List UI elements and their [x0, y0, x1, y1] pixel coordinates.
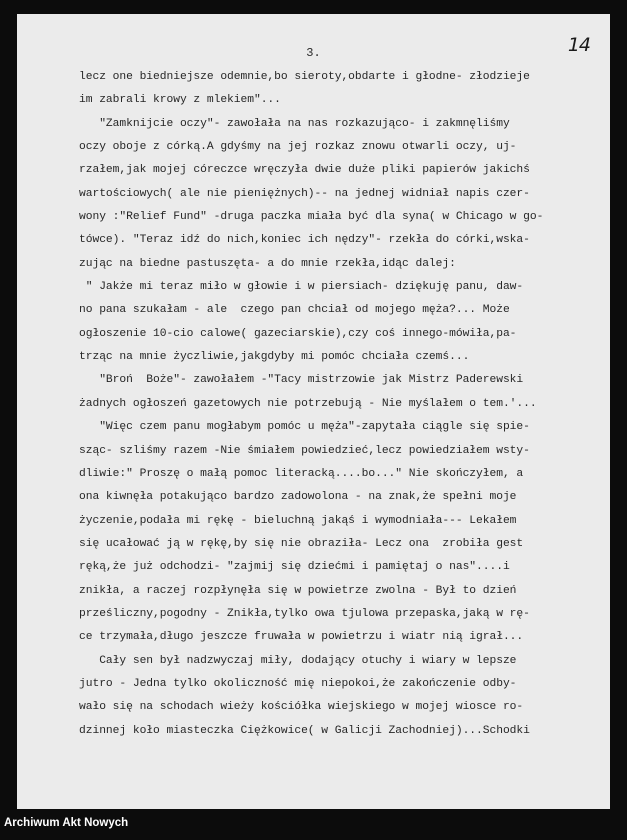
text-line: " Jakże mi teraz miło w głowie i w piersiach- dziękuję panu, daw-	[79, 281, 524, 294]
text-line: znikła, a raczej rozpłynęła się w powietrze zwolna - Był to dzień	[79, 584, 517, 597]
text-line: no pana szukałam - ale czego pan chciał od mojego męża?... Może	[79, 304, 510, 317]
document-page	[17, 14, 610, 809]
text-line: jutro - Jedna tylko okoliczność mię niepokoi,że zakończenie odby-	[79, 677, 517, 690]
text-line: Cały sen był nadzwyczaj miły, dodający otuchy i wiary w lepsze	[79, 654, 517, 667]
text-line: wony :"Relief Fund" -druga paczka miała być dla syna( w Chicago w go-	[79, 211, 544, 224]
text-line: im zabrali krowy z mlekiem"...	[79, 94, 281, 107]
text-line: ona kiwnęła potakująco bardzo zadowolona - na znak,że spełni moje	[79, 491, 517, 504]
text-line: się ucałować ją w rękę,by się nie obraziła- Lecz ona zrobiła gest	[79, 537, 524, 550]
text-line: wartościowych( ale nie pieniężnych)-- na jednej widniał napis czer-	[79, 187, 530, 200]
text-line: oczy oboje z córką.A gdyśmy na jej rozkaz znowu otwarli oczy, uj-	[79, 141, 517, 154]
text-line: wało się na schodach wieży kościółka wiejskiego w mojej wiosce ro-	[79, 701, 524, 714]
archive-footer	[0, 809, 627, 840]
text-line: "Zamknijcie oczy"- zawołała na nas rozkazująco- i zakmnęliśmy	[79, 117, 510, 130]
text-line: ręką,że już odchodzi- "zajmij się dziećmi i pamiętaj o nas"....i	[79, 561, 510, 574]
text-line: trząc na mnie życzliwie,jakgdyby mi pomóc chciała czemś...	[79, 351, 470, 364]
text-line: ce trzymała,długo jeszcze fruwała w powietrzu i wiatr nią igrał...	[79, 631, 524, 644]
text-line: rzałem,jak mojej córeczce wręczyła dwie duże pliki papierów jakichś	[79, 164, 530, 177]
text-line: życzenie,podała mi rękę - bieluchną jakąś i wymodniała--- Lekałem	[79, 514, 517, 527]
text-line: sząc- szliśmy razem -Nie śmiałem powiedzieć,lecz powiedziałem wsty-	[79, 444, 530, 457]
typewritten-text	[79, 66, 586, 743]
text-line: lecz one biedniejsze odemnie,bo sieroty,obdarte i głodne- złodzieje	[79, 71, 530, 83]
text-line: "Broń Boże"- zawołałem -"Tacy mistrzowie jak Mistrz Paderewski	[79, 374, 524, 387]
text-line: prześliczny,pogodny - Znikła,tylko owa tjulowa przepaska,jaką w rę-	[79, 607, 530, 620]
text-line: tówce). "Teraz idź do nich,koniec ich nędzy"- rzekła do córki,wska-	[79, 234, 530, 247]
text-line: żadnych ogłoszeń gazetowych nie potrzebują - Nie myślałem o tem.'...	[79, 397, 537, 410]
folio-number: 14	[567, 34, 590, 56]
text-line: zując na biedne pastuszęta- a do mnie rzekła,idąc dalej:	[79, 257, 456, 270]
page-number: 3.	[306, 46, 321, 60]
text-line: "Więc czem panu mogłabym pomóc u męża"-zapytała ciągle się spie-	[79, 421, 530, 434]
text-line: ogłoszenie 10-cio calowe( gazeciarskie),czy coś innego-mówiła,pa-	[79, 327, 517, 340]
text-line: dliwie:" Proszę o małą pomoc literacką....bo..." Nie skończyłem, a	[79, 467, 524, 480]
archive-label: Archiwum Akt Nowych	[4, 817, 129, 829]
text-line: dzinnej koło miasteczka Ciężkowice( w Galicji Zachodniej)...Schodki	[79, 724, 530, 737]
